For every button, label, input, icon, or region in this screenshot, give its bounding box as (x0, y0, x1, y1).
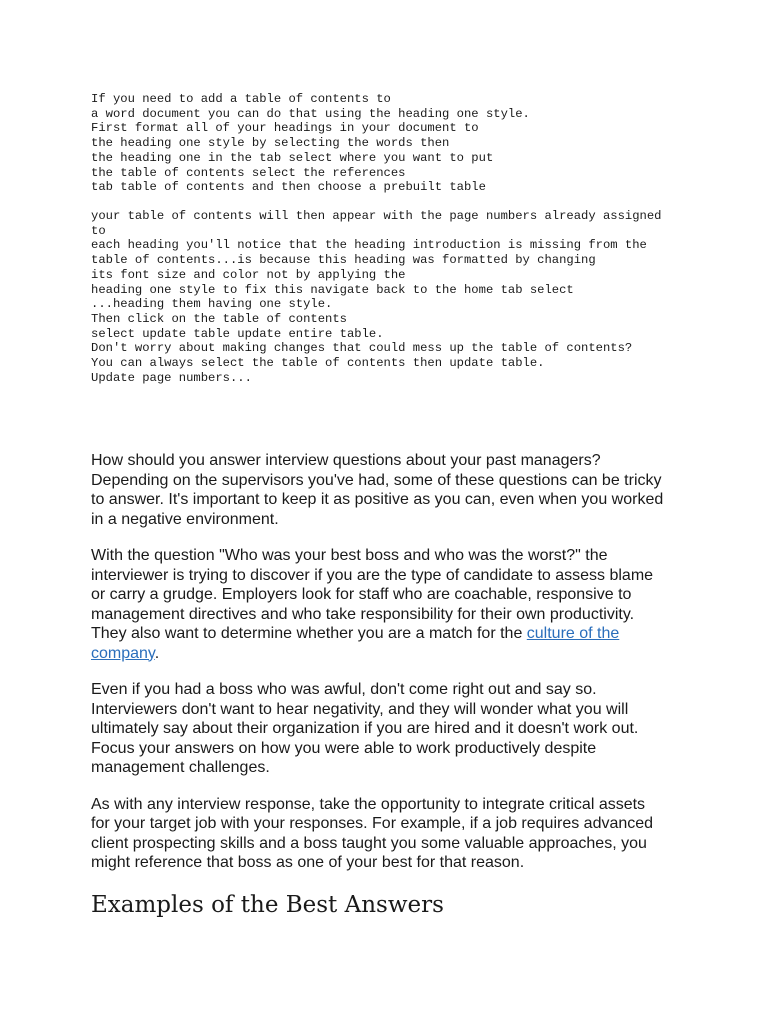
instruction-line: the heading one style by selecting the words then (91, 136, 450, 151)
article-line: Focus your answers on how you were able to work productively despite (91, 739, 597, 757)
instruction-line: Don't worry about making changes that could mess up the table of contents? (91, 341, 633, 356)
link-line-prefix: They also want to determine whether you are a match for the (91, 625, 527, 642)
section-heading: Examples of the Best Answers (91, 892, 444, 918)
article-line: With the question "Who was your best boss and who was the worst?" the (91, 547, 608, 564)
article-line: to answer. It's important to keep it as positive as you can, even when you worked (91, 491, 664, 508)
article-line: management directives and who take responsibility for their own productivity. (91, 605, 635, 623)
article-paragraph-4 (91, 795, 691, 873)
article-line: management challenges. (91, 759, 270, 776)
article-body (91, 451, 691, 890)
culture-of-the-company-link-continued[interactable]: company (91, 644, 155, 662)
article-paragraph-1 (91, 451, 691, 529)
article-line: Interviewers don't want to hear negativity, and they will wonder what you will (91, 700, 629, 718)
instruction-line: Update page numbers... (91, 370, 252, 385)
article-line: Even if you had a boss who was awful, don't come right out and say so. (91, 681, 597, 698)
instruction-line: tab table of contents and then choose a prebuilt table (91, 180, 486, 195)
article-paragraph-2 (91, 546, 691, 663)
instructions-paragraph-1 (91, 92, 731, 195)
article-line: might reference that boss as one of your best for that reason. (91, 854, 525, 871)
article-line: Depending on the supervisors you've had, some of these questions can be tricky (91, 471, 662, 489)
article-line: How should you answer interview questions about your past managers? (91, 452, 601, 469)
article-line-with-link (91, 624, 691, 644)
paragraph-gap (91, 195, 731, 209)
instruction-line: the table of contents select the references (91, 165, 406, 180)
instruction-line: select update table update entire table. (91, 326, 384, 341)
instruction-line: If you need to add a table of contents to (91, 92, 391, 106)
instruction-line: You can always select the table of contents then update table. (91, 356, 545, 371)
article-line: for your target job with your responses. For example, if a job requires advanced (91, 815, 654, 832)
instruction-line: First format all of your headings in your document to (91, 121, 479, 136)
article-line: As with any interview response, take the opportunity to integrate critical assets (91, 795, 646, 813)
article-line-with-link (91, 644, 691, 664)
article-line: in a negative environment. (91, 510, 279, 528)
link-trailing-period: . (154, 644, 160, 662)
instructions-paragraph-2 (91, 209, 731, 385)
article-line: interviewer is trying to discover if you are the type of candidate to assess blame (91, 566, 654, 584)
instruction-line: table of contents...is because this heading was formatted by changing (91, 253, 596, 268)
article-line: ultimately say about their organization if you are hired and it doesn't work out. (91, 720, 639, 737)
article-line: or carry a grudge. Employers look for staff who are coachable, responsive to (91, 586, 632, 603)
instruction-line: to (91, 223, 106, 238)
instruction-line: a word document you can do that using the heading one style. (91, 106, 530, 121)
instruction-line: heading one style to fix this navigate back to the home tab select (91, 282, 574, 297)
instruction-line: the heading one in the tab select where you want to put (91, 150, 494, 165)
instructions-block (91, 92, 731, 385)
article-paragraph-3 (91, 680, 691, 778)
instruction-line: ...heading them having one style. (91, 297, 333, 312)
article-line: client prospecting skills and a boss taught you some valuable approaches, you (91, 834, 647, 852)
instruction-line: each heading you'll notice that the heading introduction is missing from the (91, 238, 647, 253)
instruction-line: Then click on the table of contents (91, 311, 347, 326)
instruction-line: your table of contents will then appear with the page numbers already assigned (91, 209, 662, 224)
instruction-line: its font size and color not by applying the (91, 267, 406, 282)
culture-of-the-company-link[interactable]: culture of the (526, 625, 620, 642)
